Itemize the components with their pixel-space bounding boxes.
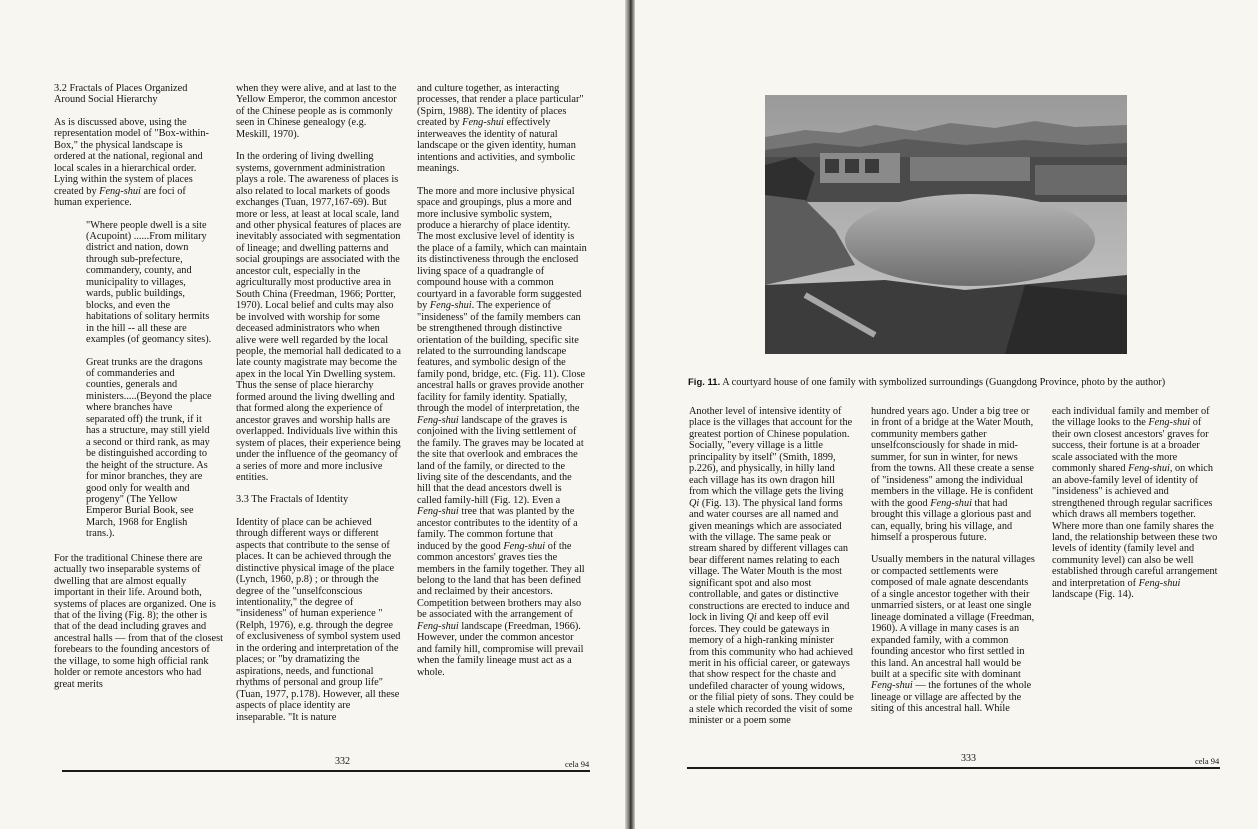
book-gutter (625, 0, 635, 829)
page-number: 333 (961, 753, 976, 764)
left-column-1 (54, 83, 223, 701)
text-run: and keep off evil forces. They could be gateways in memory of a high-ranking minister from this community who had achieved merit in his official career, or gateways that show respect for the chaste and undefiled character of young widows, or the filial piety of sons. They could be a stele which recorded the visit of some minister or a poem some (689, 612, 854, 727)
text-run: As is discussed above, using the representation model of "Box-within-Box," the physical landscape is ordered at the national, regional and local scales in a hierarchical order. Lying within the system of places created by (54, 116, 209, 197)
italic-term: Qi (689, 497, 700, 509)
right-column-3 (1052, 406, 1218, 612)
italic-term: Feng-shui (417, 506, 459, 518)
paragraph (871, 406, 1037, 543)
paragraph (54, 117, 216, 209)
italic-term: Feng-shui (462, 117, 504, 129)
right-page (635, 0, 1258, 829)
paragraph: For the traditional Chinese there are actually two inseparable systems of dwelling that are almost equally important in their life. Around both, systems of places are organized. One is that of the living (Fig. 8); the other is that of the dead including graves and ancestral halls — from that of the closest forebears to the founding ancestors of the village, to some high official rank holder or remote ancestors who had great merits (54, 552, 223, 690)
text-run: Another level of intensive identity of place is the villages that account for the greatest portion of Chinese population. Socially, "every village is a little principality by itself" (Smith, 1899, p.226), and physically, in hilly land each village has its own dragon hill from which the village gets the living (689, 406, 853, 498)
text-run: and culture together, as interacting processes, that render a place particular" (Spirn, 1988). The identity of places created by (417, 83, 584, 129)
paragraph: Identity of place can be achieved through different ways or different aspects that contribute to the sense of places. It can be achieved through the distinctive physical image of the place (Lynch, 1960, p.8) ; or through the degree of the "unselfconscious intentionality," the degree of "insideness" of human experience "(Relph, 1976), e.g. through the degree of exclusiveness of symbol system used in the ordering and interpretation of the places; or "by dramatizing the aspirations, needs, and functional rhythms of personal and group life" (Tuan, 1977, p.178). However, all these aspects of place identity are inseparable. "It is nature (236, 516, 401, 723)
left-column-2 (236, 83, 402, 734)
italic-term: Qi (746, 612, 757, 624)
italic-term: Feng-shui (417, 620, 459, 632)
italic-term: Feng-shui (871, 680, 913, 692)
figure-caption (688, 377, 1228, 388)
left-column-3 (417, 83, 587, 689)
text-run: , on which an above-family level of identity of "insideness" is achieved and strengthened through regular sacrifices which draws all members together. Where more than one family shares the land, the relationship between these two levels of identity (family level and community level) can also be well established through careful arrangement and interpretation of (1052, 463, 1218, 589)
page-number: 332 (335, 756, 350, 767)
section-heading-3-3: 3.3 The Fractals of Identity (236, 494, 349, 506)
text-run: that had brought this village a glorious past and can, equally, bring his village, and himself a prosperous future. (871, 497, 1032, 543)
italic-term: Feng-shui (1128, 463, 1170, 475)
text-run: The more and more inclusive physical space and groupings, plus a more and more inclusive symbolic system, produce a hierarchy of place identity. The most exclusive level of identity is the place of a family, which can maintain its distinctiveness through the enclosed living space of a quadrangle of compound house with a common courtyard in a favorable form suggested by (417, 185, 587, 312)
italic-term: Feng-shui (503, 540, 546, 552)
journal-label: cela 94 (1195, 756, 1220, 766)
paragraph (689, 406, 855, 727)
right-column-1 (689, 406, 855, 738)
paragraph (417, 83, 587, 175)
italic-term: Feng-shui (429, 300, 472, 312)
left-page (0, 0, 625, 829)
journal-label: cela 94 (565, 759, 590, 769)
paragraph (1052, 406, 1218, 601)
paragraph: when they were alive, and at last to the Yellow Emperor, the common ancestor of the Chinese people as is commonly seen in Chinese genealogy (e.g. Meskill, 1970). (236, 83, 397, 140)
paragraph: In the ordering of living dwelling systems, government administration plays a role. The awareness of places is also related to local markets of goods exchanges (Tuan, 1977,167-69). But more or less, at least at local scale, land and other physical features of places are inevitably associated with segmentation of lineage; and dwelling patterns and social groupings are associated with the ancestor cult, especially in the agriculturally most productive area in South China (Freedman, 1966; Portter, 1970). Local belief and cults may also be involved with worship for some deceased administrators who when alive were well regarded by the local people, the memorial hall dedicated to a late county magistrate may become the apex in the local Yin Dwelling system. Thus the sense of place hierarchy formed around the living dwelling and that formed along the experience of ancestor graves and worship halls are overlapped. Individuals live within this system of places, their experience being under the influence of the geomancy of a series of more and more inclusive entities. (236, 151, 402, 483)
courtyard-house-photo (765, 95, 1127, 354)
text-run: of their own closest ancestors' graves for success, their fortune is at a broader scale associated with the more commonly shared (1052, 417, 1209, 475)
text-run: of the common ancestors' graves ties the members in the family together. They all belong to the land that has been defined and reclaimed by their ancestors. Competition between brothers may also be associated with the arrangement of (417, 540, 585, 621)
italic-term: Feng-shui (1148, 417, 1191, 429)
paragraph (417, 186, 587, 678)
italic-term: Feng-shui (99, 185, 141, 197)
text-run: landscape of the graves is conjoined with the living settlement of the family. The graves may be located at the site that overlook and embraces the land of the family, or directed to the living site of the descendants, and the hill that the dead ancestors dwell is called family-hill (Fig. 12). Even a (417, 414, 584, 506)
text-run: effectively interweaves the identity of natural landscape or the given identity, human intentions and activities, and symbolic meanings. (417, 117, 576, 175)
caption-text: A courtyard house of one family with symbolized surroundings (Guangdong Province, photo by the author) (720, 377, 1166, 388)
text-run: are foci of human experience. (54, 185, 186, 209)
block-quote: "Where people dwell is a site (Acupoint) ......From military district and nation, down through sub-prefecture, commandery, county, and municipality to villages, wards, public buildings, blocks, and even the habitations of solitary hermits in the hill -- all these are examples (of geomancy sites). (86, 219, 212, 346)
text-run: landscape (Freedman, 1966). However, under the common ancestor and family hill, compromise will prevail when the family lineage must act as a whole. (417, 620, 584, 678)
photo-image (765, 95, 1127, 354)
footer-rule (687, 767, 1220, 769)
paragraph (871, 554, 1037, 714)
footer-rule (62, 770, 590, 772)
italic-term: Feng-shui (930, 497, 972, 509)
block-quote: Great trunks are the dragons of commanderies and counties, generals and ministers.....(Beyond the place where branches have separated off) the trunk, if it has a structure, may still yield a second or third rank, as may be distinguished according to the height of the structure. As for minor branches, they are good only for wealth and progeny" (The Yellow Emperor Burial Book, see March, 1968 for English trans.). (86, 356, 212, 540)
text-run: (Fig. 13). The physical land forms and water courses are all named and given meanings which are associated with the village. The same peak or stream shared by different villages can bear different names relating to each village. The Water Mouth is the most significant spot and also most controllable, and gates or distinctive constructions are erected to induce and lock in living (689, 497, 850, 624)
text-run: each individual family and member of the village looks to the (1052, 406, 1210, 429)
text-run: Usually members in the natural villages or compacted settlements were composed of male agnate descendants of a single ancestor together with their unmarried sisters, or at least one single lineage dominated a village (Freedman, 1960). A village in many cases is an expanded family, with a common founding ancestor who first settled in this land. An ancestral hall would be built at a specific site with dominant (871, 554, 1035, 680)
text-run: tree that was planted by the ancestor contributes to the identity of a family. The common fortune that induced by the good (417, 506, 578, 552)
italic-term: Feng-shui (417, 414, 459, 426)
text-run: . The experience of "insideness" of the family members can be strengthened through distinctive orientation of the building, specific site related to the surrounding landscape features, and symbolic design of the family pond, bridge, etc. (Fig. 11). Close ancestral halls or graves provide another facility for family identity. Spatially, through the model of interpretation, the (417, 300, 586, 415)
text-run: landscape (Fig. 14). (1052, 589, 1134, 601)
text-run: hundred years ago. Under a big tree or in front of a bridge at the Water Mouth, community members gather unselfconsciously for shade in mid-summer, for sun in winter, for news from the towns. All these create a sense of "insideness" among the individual members in the village. He is confident with the good (871, 406, 1034, 509)
italic-term: Feng-shui (1138, 577, 1181, 589)
section-heading-3-2: 3.2 Fractals of Places Organized Around Social Hierarchy (54, 83, 188, 106)
caption-label: Fig. 11. (688, 377, 721, 388)
right-column-2 (871, 406, 1037, 726)
text-run: — the fortunes of the whole lineage or village are affected by the siting of this ancestral hall. While (871, 680, 1032, 715)
